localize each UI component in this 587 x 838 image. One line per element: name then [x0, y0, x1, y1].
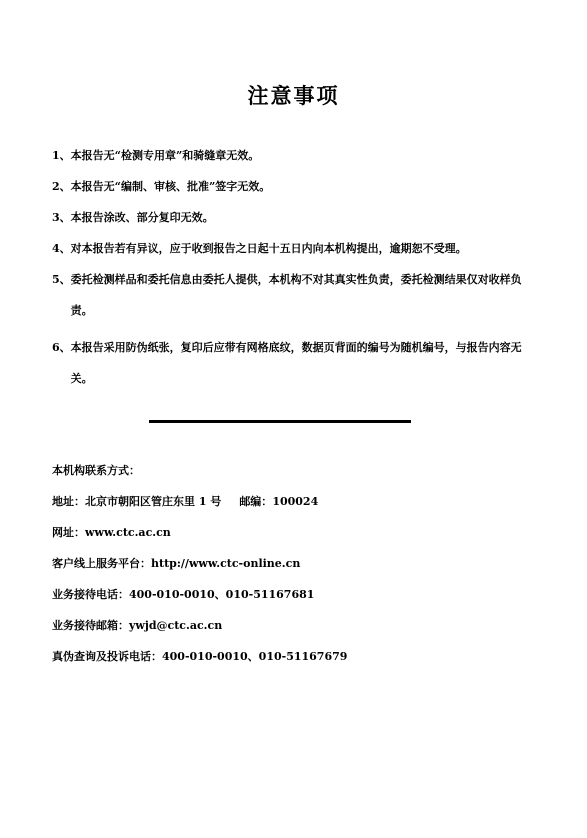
notice-number: 6、 [52, 341, 71, 354]
email-label: 业务接待邮箱： [52, 619, 129, 632]
notice-item [52, 338, 522, 394]
address-line [52, 493, 532, 524]
notice-item [52, 239, 522, 258]
page-title: 注意事项 [247, 83, 340, 108]
notice-text: 本报告无“检测专用章”和骑缝章无效。 [70, 149, 260, 162]
notice-text: 委托检测样品和委托信息由委托人提供，本机构不对其真实性负责，委托检测结果仅对收样负责。 [70, 273, 522, 317]
verify-phone-value: 400-010-0010、010-51167679 [162, 650, 348, 663]
postcode-value: 100024 [272, 495, 319, 508]
notice-text: 本报告涂改、部分复印无效。 [70, 211, 214, 224]
notice-text: 本报告采用防伪纸张，复印后应带有网格底纹，数据页背面的编号为随机编号，与报告内容无关。 [70, 341, 522, 385]
email-link[interactable]: ywjd@ctc.ac.cn [129, 619, 223, 632]
notice-item [52, 177, 522, 196]
postcode-label: 邮编： [239, 495, 273, 508]
address-value: 北京市朝阳区管庄东里 1 号 [85, 495, 222, 508]
notice-item [52, 270, 522, 326]
notice-text: 本报告无“编制、审核、批准”签字无效。 [70, 180, 271, 193]
phone-label: 业务接待电话： [52, 588, 129, 601]
phone-value: 400-010-0010、010-51167681 [129, 588, 315, 601]
notice-item [52, 208, 522, 227]
online-platform-label: 客户线上服务平台： [52, 557, 151, 570]
notice-number: 5、 [52, 273, 71, 286]
online-platform-line [52, 555, 532, 586]
website-link[interactable]: www.ctc.ac.cn [85, 526, 171, 539]
website-line [52, 524, 532, 555]
notice-number: 4、 [52, 242, 71, 255]
section-divider [149, 420, 411, 423]
website-label: 网址： [52, 526, 85, 539]
notice-list [52, 146, 522, 406]
email-line [52, 617, 532, 648]
notice-text: 对本报告若有异议，应于收到报告之日起十五日内向本机构提出，逾期恕不受理。 [70, 242, 467, 255]
phone-line [52, 586, 532, 617]
notice-number: 3、 [52, 211, 71, 224]
notice-number: 1、 [52, 149, 71, 162]
address-label: 地址： [52, 495, 85, 508]
verify-phone-label: 真伪查询及投诉电话： [52, 650, 162, 663]
contact-info [52, 462, 532, 679]
verify-phone-line [52, 648, 532, 679]
online-platform-link[interactable]: http://www.ctc-online.cn [151, 557, 301, 570]
contact-heading: 本机构联系方式： [52, 464, 140, 477]
notice-number: 2、 [52, 180, 71, 193]
notice-item [52, 146, 522, 165]
